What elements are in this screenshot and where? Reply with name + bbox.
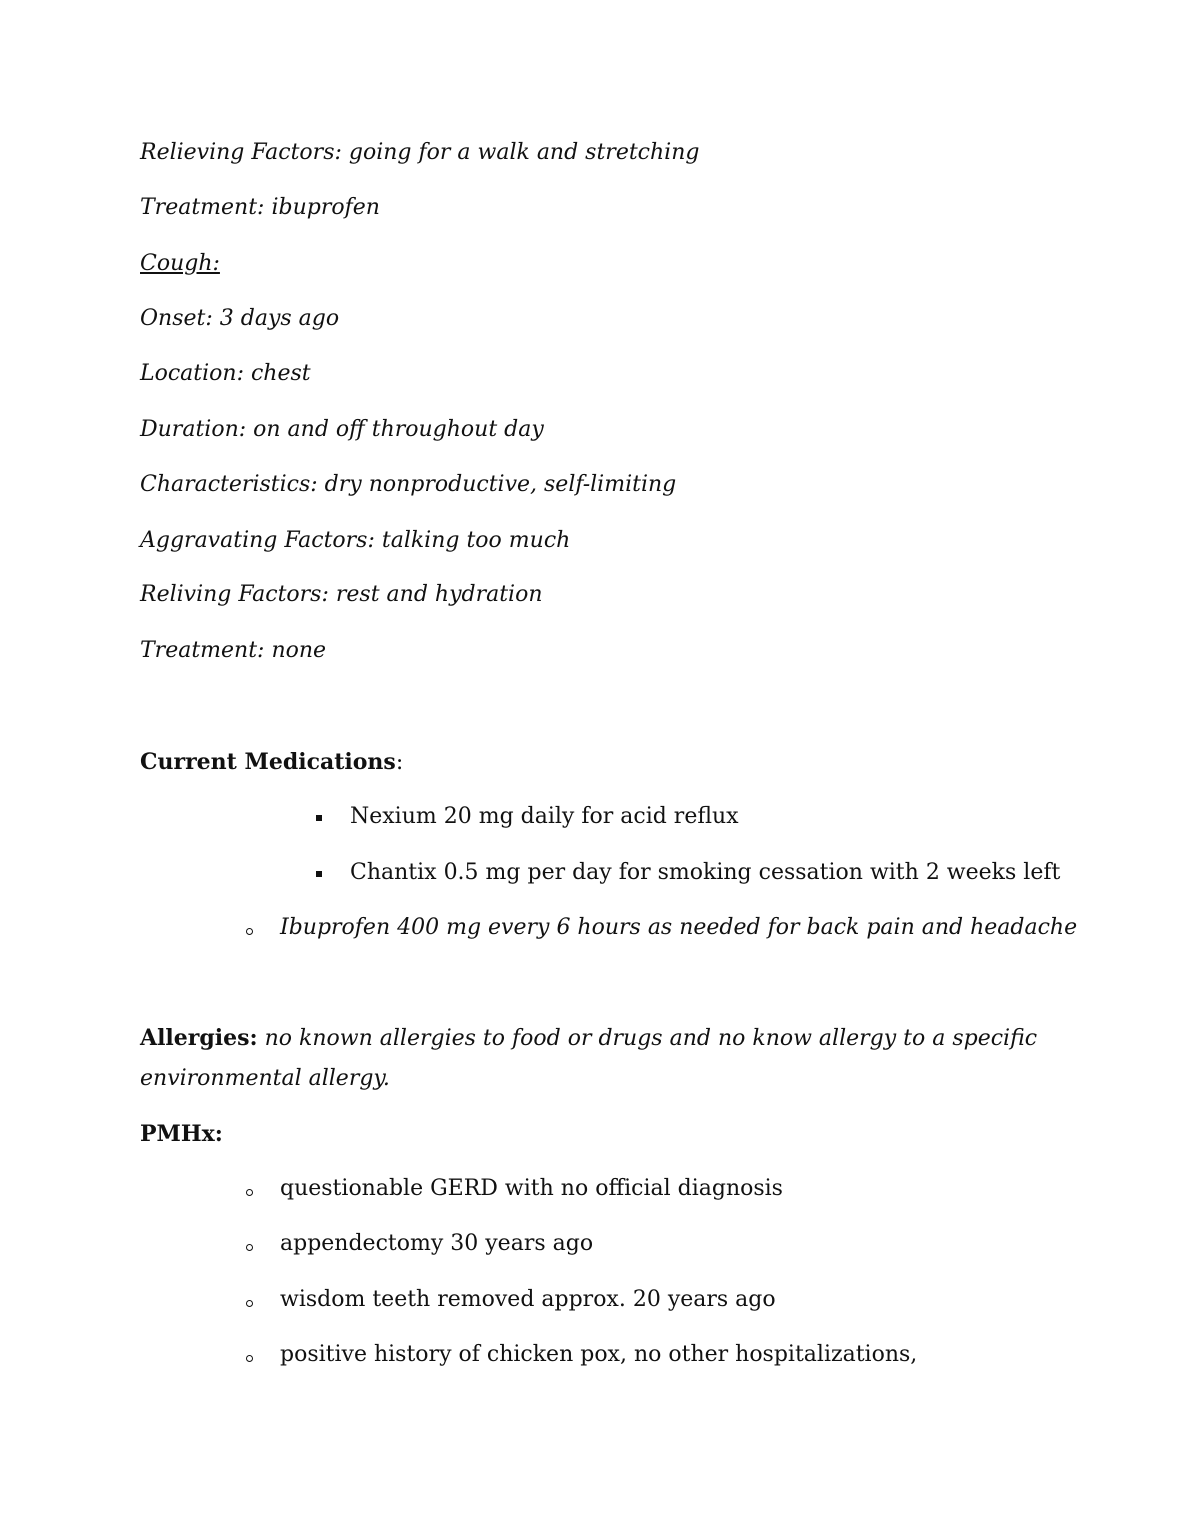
circle-bullet-icon	[246, 928, 253, 935]
circle-bullet-icon	[246, 1300, 253, 1307]
treatment-line: Treatment: ibuprofen	[140, 195, 380, 220]
circle-bullet-icon	[246, 1244, 253, 1251]
allergies-paragraph	[140, 1018, 1040, 1099]
cough-relieving-line: Reliving Factors: rest and hydration	[140, 582, 543, 607]
cough-characteristics-line: Characteristics: dry nonproductive, self-limiting	[140, 472, 677, 497]
relieving-factors-line: Relieving Factors: going for a walk and stretching	[140, 140, 700, 165]
circle-bullet-icon	[246, 1355, 253, 1362]
medication-item: Ibuprofen 400 mg every 6 hours as needed for back pain and headache	[280, 915, 1078, 940]
medications-heading	[140, 747, 403, 778]
square-bullet-icon	[316, 815, 322, 821]
medication-item: Chantix 0.5 mg per day for smoking cessation with 2 weeks left	[350, 860, 1061, 885]
cough-location-line: Location: chest	[140, 361, 311, 386]
medications-heading-label: Current Medications	[140, 749, 396, 775]
square-bullet-icon	[316, 871, 322, 877]
pmhx-item: positive history of chicken pox, no other hospitalizations,	[280, 1342, 918, 1367]
pmhx-item: appendectomy 30 years ago	[280, 1231, 594, 1256]
pmhx-heading: PMHx:	[140, 1121, 223, 1147]
medications-heading-colon: :	[395, 750, 404, 775]
allergies-text: no known allergies to food or drugs and no know allergy to a specific environmental allergy.	[140, 1026, 1038, 1091]
medication-item: Nexium 20 mg daily for acid reflux	[350, 804, 739, 829]
cough-aggravating-line: Aggravating Factors: talking too much	[140, 528, 571, 553]
circle-bullet-icon	[246, 1189, 253, 1196]
cough-treatment-line: Treatment: none	[140, 638, 327, 663]
cough-heading: Cough:	[140, 251, 220, 276]
cough-duration-line: Duration: on and off throughout day	[140, 417, 544, 442]
allergies-label: Allergies:	[140, 1025, 258, 1051]
pmhx-item: wisdom teeth removed approx. 20 years ago	[280, 1287, 776, 1312]
cough-onset-line: Onset: 3 days ago	[140, 306, 340, 331]
pmhx-item: questionable GERD with no official diagnosis	[280, 1176, 783, 1201]
